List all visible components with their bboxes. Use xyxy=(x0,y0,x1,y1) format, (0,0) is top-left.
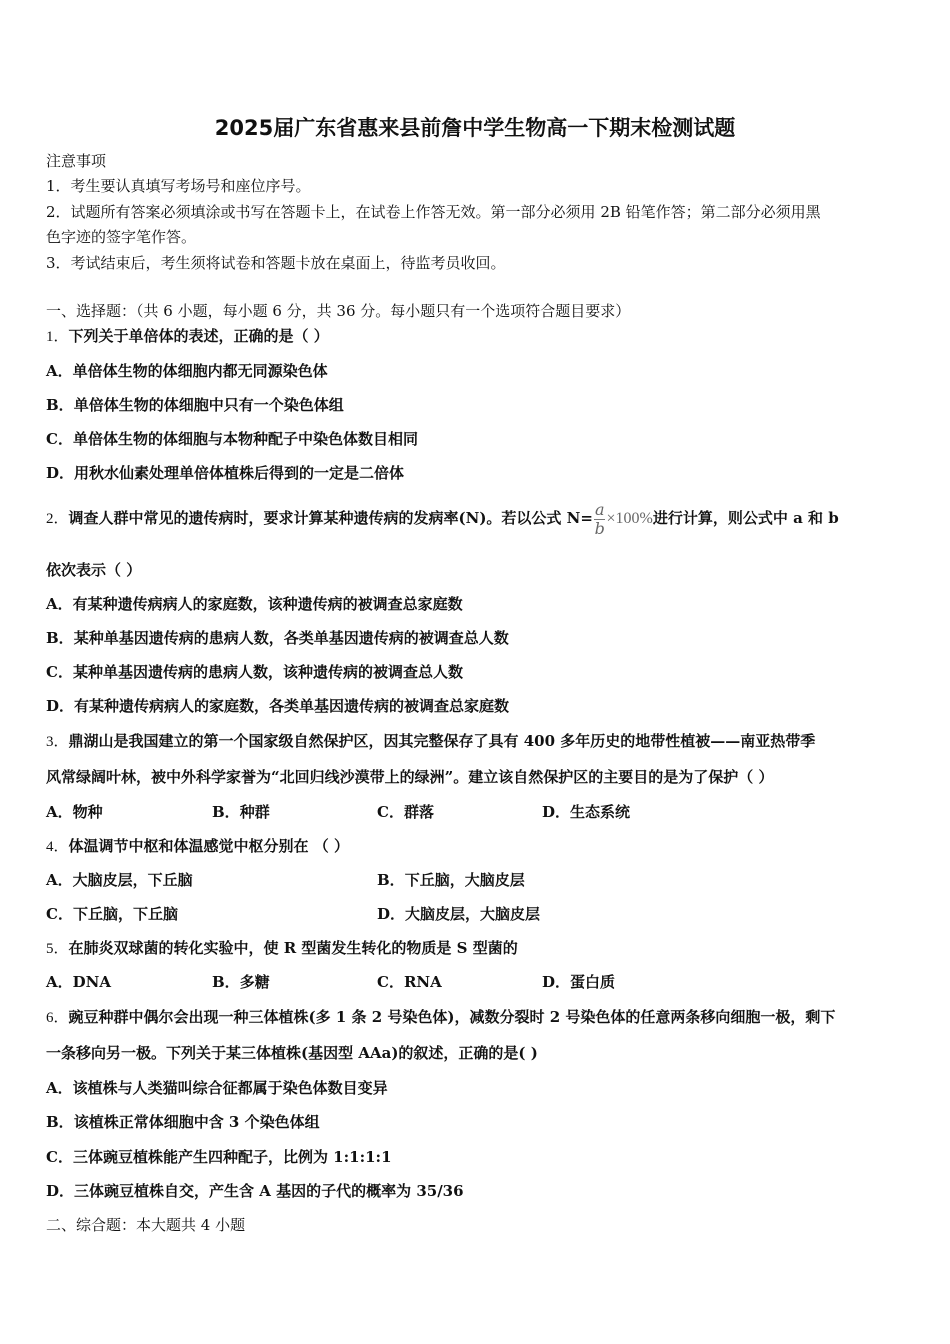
question-2-stem-cont: 依次表示（ ） xyxy=(46,561,142,579)
question-text: 在肺炎双球菌的转化实验中，使 R 型菌发生转化的物质是 S 型菌的 xyxy=(68,939,518,957)
q1-option-d xyxy=(46,463,404,483)
option-label: A． xyxy=(46,595,73,613)
option-label: C． xyxy=(377,973,404,991)
option-label: B． xyxy=(212,803,240,821)
q2-option-a xyxy=(46,594,463,614)
section-1-heading: 一、选择题：（共 6 小题，每小题 6 分，共 36 分。每小题只有一个选项符合题目要求） xyxy=(46,302,631,320)
option-text: 单倍体生物的体细胞内都无同源染色体 xyxy=(72,362,328,380)
section-2-heading: 二、综合题：本大题共 4 小题 xyxy=(46,1216,246,1234)
question-1-stem xyxy=(46,326,329,347)
question-3-stem xyxy=(46,731,815,752)
option-label: A． xyxy=(46,871,73,889)
option-text: DNA xyxy=(72,973,111,991)
option-label: A． xyxy=(46,1079,73,1097)
option-label: D． xyxy=(377,905,406,923)
option-label: D． xyxy=(46,1182,75,1200)
question-text: 调查人群中常见的遗传病时，要求计算某种遗传病的发病率(N)。若以公式 N= xyxy=(68,509,593,527)
option-label: D． xyxy=(46,464,75,482)
option-label: A． xyxy=(46,973,73,991)
option-label: B． xyxy=(212,973,240,991)
question-number: 6． xyxy=(46,1010,69,1026)
q6-option-d xyxy=(46,1181,464,1201)
question-3-stem-cont: 风常绿阔叶林，被中外科学家誉为“北回归线沙漠带上的绿洲”。建立该自然保护区的主要目的是为了保护（ ） xyxy=(46,768,774,786)
fraction-denominator: b xyxy=(594,518,605,538)
page-title: 2025届广东省惠来县前詹中学生物高一下期末检测试题 xyxy=(214,116,736,140)
q1-option-a xyxy=(46,361,328,381)
q2-option-b xyxy=(46,628,509,648)
option-label: C． xyxy=(377,803,404,821)
q5-option-b xyxy=(212,972,270,992)
option-label: D． xyxy=(46,697,75,715)
question-6-stem-cont: 一条移向另一极。下列关于某三体植株(基因型 AAa)的叙述，正确的是( ) xyxy=(46,1044,538,1062)
option-text: 三体豌豆植株能产生四种配子，比例为 1:1:1:1 xyxy=(72,1148,392,1166)
option-label: C． xyxy=(46,430,73,448)
question-number: 5． xyxy=(46,941,69,957)
q5-option-a xyxy=(46,972,111,992)
option-label: B． xyxy=(46,1113,74,1131)
option-label: C． xyxy=(46,663,73,681)
q2-option-c xyxy=(46,662,463,682)
option-text: 大脑皮层，下丘脑 xyxy=(72,871,193,889)
q4-option-c xyxy=(46,904,178,924)
option-label: C． xyxy=(46,1148,73,1166)
option-label: D． xyxy=(542,973,571,991)
q3-option-a xyxy=(46,802,103,822)
option-text: 某种单基因遗传病的患病人数，该种遗传病的被调查总人数 xyxy=(72,663,463,681)
option-text: 生态系统 xyxy=(570,803,631,821)
fraction-numerator: a xyxy=(594,499,605,519)
option-label: D． xyxy=(542,803,571,821)
option-label: A． xyxy=(46,803,73,821)
notice-item-3: 3．考试结束后，考生须将试卷和答题卡放在桌面上，待监考员收回。 xyxy=(46,254,506,272)
question-number: 4． xyxy=(46,839,69,855)
option-text: 多糖 xyxy=(239,973,270,991)
question-6-stem xyxy=(46,1007,835,1028)
q5-option-c xyxy=(377,972,442,992)
option-text: 该植株正常体细胞中含 3 个染色体组 xyxy=(73,1113,320,1131)
q6-option-c xyxy=(46,1147,392,1167)
q1-option-b xyxy=(46,395,344,415)
option-label: B． xyxy=(377,871,405,889)
q6-option-b xyxy=(46,1112,320,1132)
fraction-a-over-b xyxy=(594,501,606,538)
q4-option-d xyxy=(377,904,540,924)
option-text: 单倍体生物的体细胞中只有一个染色体组 xyxy=(73,396,344,414)
option-text: 三体豌豆植株自交，产生含 A 基因的子代的概率为 35/36 xyxy=(74,1182,464,1200)
notice-item-1: 1．考生要认真填写考场号和座位序号。 xyxy=(46,177,311,195)
option-label: B． xyxy=(46,629,74,647)
question-2-stem xyxy=(46,500,839,538)
option-text: 种群 xyxy=(239,803,270,821)
question-5-stem xyxy=(46,938,518,959)
option-text: 某种单基因遗传病的患病人数，各类单基因遗传病的被调查总人数 xyxy=(73,629,509,647)
question-text: 体温调节中枢和体温感觉中枢分别在 （ ） xyxy=(68,837,349,855)
q3-option-b xyxy=(212,802,270,822)
option-label: C． xyxy=(46,905,73,923)
q4-option-b xyxy=(377,870,525,890)
question-text: 下列关于单倍体的表述，正确的是（ ） xyxy=(68,327,329,345)
notice-heading: 注意事项 xyxy=(46,152,107,170)
option-text: 单倍体生物的体细胞与本物种配子中染色体数目相同 xyxy=(72,430,418,448)
q2-option-d xyxy=(46,696,509,716)
notice-item-2: 2．试题所有答案必须填涂或书写在答题卡上，在试卷上作答无效。第一部分必须用 2B 铅笔作答；第二部分必须用黑 xyxy=(46,203,821,221)
option-text: 该植株与人类猫叫综合征都属于染色体数目变异 xyxy=(72,1079,388,1097)
option-text: RNA xyxy=(403,973,442,991)
option-text: 有某种遗传病病人的家庭数，各类单基因遗传病的被调查总家庭数 xyxy=(74,697,510,715)
q5-option-d xyxy=(542,972,615,992)
option-text: 大脑皮层，大脑皮层 xyxy=(405,905,541,923)
q3-option-d xyxy=(542,802,630,822)
question-text-cont: 进行计算，则公式中 a 和 b xyxy=(652,509,839,527)
option-text: 物种 xyxy=(72,803,103,821)
question-text: 鼎湖山是我国建立的第一个国家级自然保护区，因其完整保存了具有 400 多年历史的地带性植被——南亚热带季 xyxy=(68,732,816,750)
option-text: 下丘脑，大脑皮层 xyxy=(404,871,525,889)
option-label: B． xyxy=(46,396,74,414)
question-number: 1． xyxy=(46,329,69,345)
option-text: 有某种遗传病病人的家庭数，该种遗传病的被调查总家庭数 xyxy=(72,595,463,613)
option-text: 群落 xyxy=(403,803,434,821)
option-text: 用秋水仙素处理单倍体植株后得到的一定是二倍体 xyxy=(74,464,405,482)
option-text: 蛋白质 xyxy=(570,973,616,991)
option-label: A． xyxy=(46,362,73,380)
q1-option-c xyxy=(46,429,418,449)
q6-option-a xyxy=(46,1078,388,1098)
formula-tail: ×100% xyxy=(606,510,653,527)
notice-item-2-cont: 色字迹的签字笔作答。 xyxy=(46,228,197,246)
question-number: 2． xyxy=(46,511,69,527)
q3-option-c xyxy=(377,802,434,822)
option-text: 下丘脑，下丘脑 xyxy=(72,905,178,923)
question-number: 3． xyxy=(46,734,69,750)
question-text: 豌豆种群中偶尔会出现一种三体植株(多 1 条 2 号染色体)，减数分裂时 2 号染色体的任意两条移向细胞一极，剩下 xyxy=(68,1008,836,1026)
question-4-stem xyxy=(46,836,349,857)
q4-option-a xyxy=(46,870,193,890)
